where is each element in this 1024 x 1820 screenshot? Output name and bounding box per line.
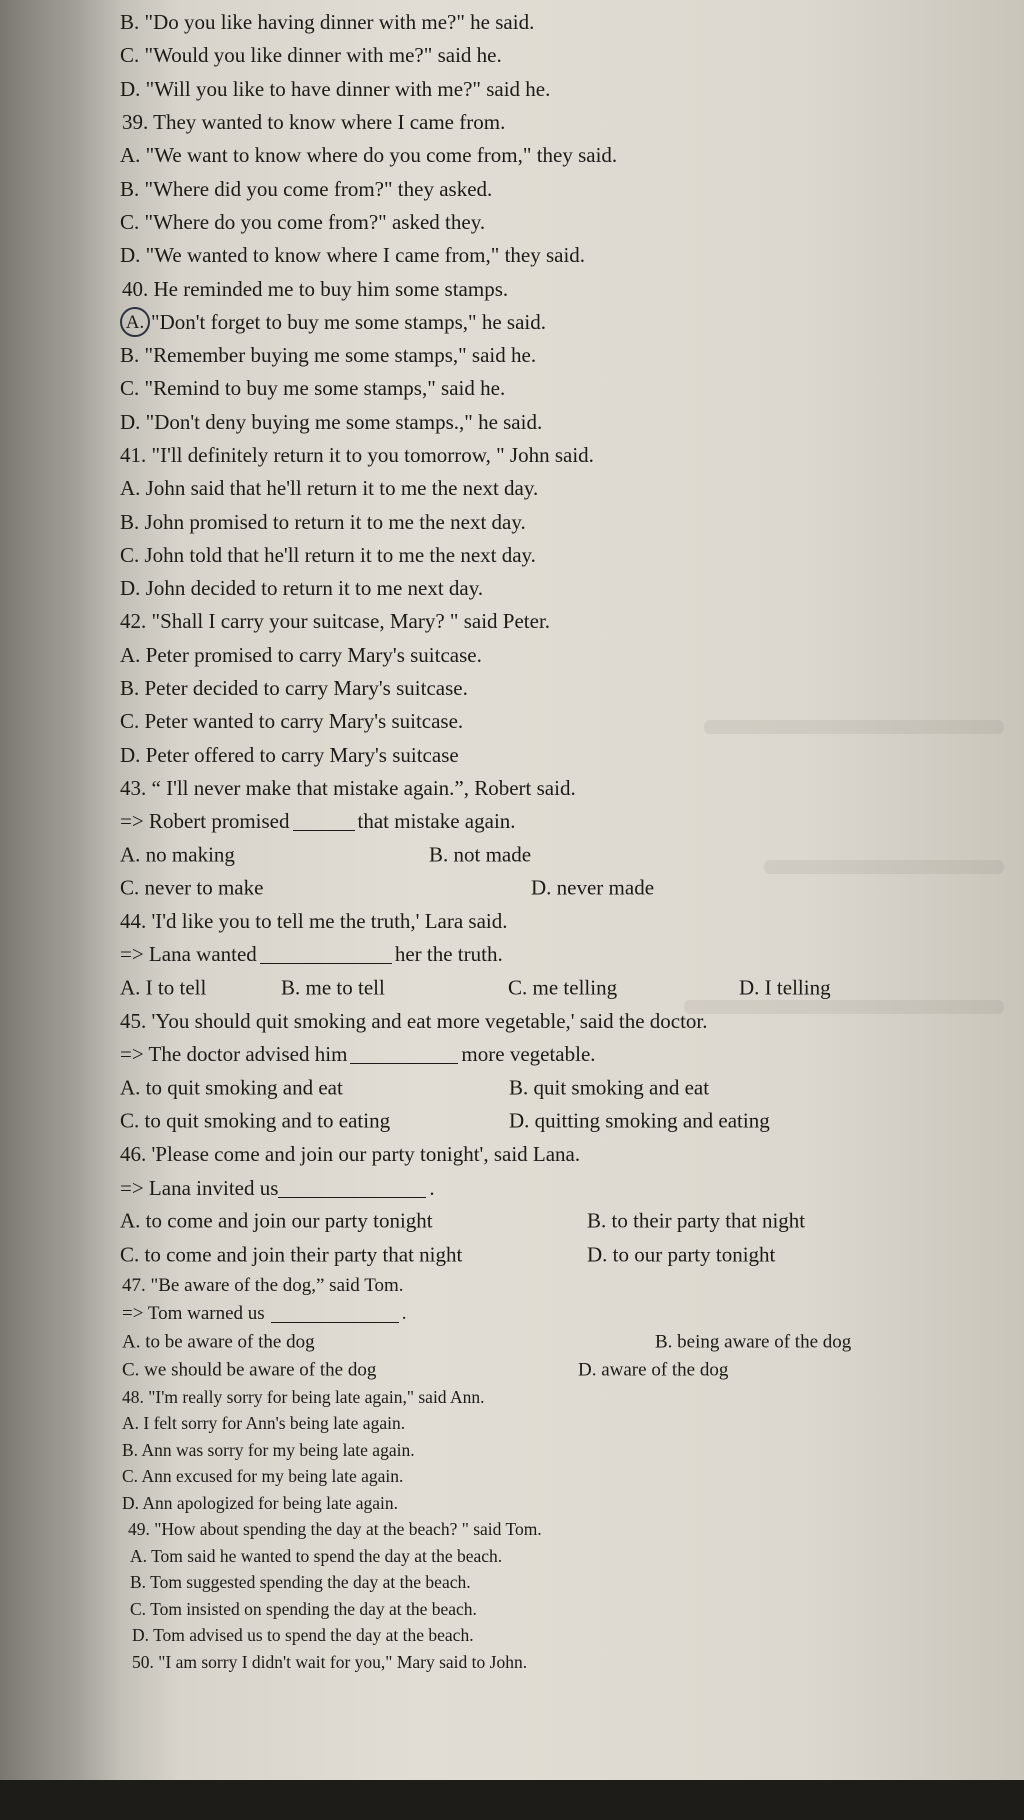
answer-option: B. not made [429, 842, 532, 867]
answer-option: D. Tom advised us to spend the day at the beach. [132, 1625, 474, 1646]
answer-option: C. Ann excused for my being late again. [122, 1466, 404, 1487]
answer-option-circled: A. "Don't forget to buy me some stamps," he said. [118, 306, 938, 339]
answer-blank [271, 1304, 399, 1323]
answer-option: C. to quit smoking and to eating [120, 1108, 391, 1133]
answer-option: B. to their party that night [587, 1208, 806, 1233]
answer-option: C. to come and join their party that night [120, 1242, 463, 1267]
answer-options-row [118, 1328, 938, 1356]
rewrite-prompt: => Robert promised that mistake again. [120, 809, 516, 834]
question-45: 45. 'You should quit smoking and eat more vegetable,' said the doctor. [120, 1009, 708, 1034]
answer-option: B. Peter decided to carry Mary's suitcase. [120, 676, 468, 701]
answer-options-row [118, 1356, 938, 1384]
rewrite-prompt: => Lana wanted her the truth. [120, 942, 503, 967]
question-46: 46. 'Please come and join our party tonight', said Lana. [120, 1142, 581, 1167]
question-49: 49. "How about spending the day at the beach? " said Tom. [128, 1519, 542, 1540]
question-50: 50. "I am sorry I didn't wait for you," Mary said to John. [132, 1651, 528, 1672]
rewrite-prompt: => Tom warned us . [122, 1303, 407, 1325]
answer-option: D. "Don't deny buying me some stamps.," he said. [120, 409, 543, 434]
answer-option: D. aware of the dog [578, 1359, 729, 1381]
answer-option: B. "Do you like having dinner with me?" he said. [120, 10, 535, 35]
question-47: 47. "Be aware of the dog,” said Tom. [122, 1274, 404, 1296]
answer-options-row [118, 872, 938, 905]
question-39: 39. They wanted to know where I came from. [122, 110, 506, 135]
question-44: 44. 'I'd like you to tell me the truth,' Lara said. [120, 909, 508, 934]
answer-option: A. to come and join our party tonight [120, 1208, 433, 1233]
answer-option: C. Tom insisted on spending the day at the beach. [130, 1598, 477, 1619]
answer-option: B. Tom suggested spending the day at the beach. [130, 1572, 471, 1593]
rewrite-prompt: => The doctor advised him more vegetable. [120, 1042, 596, 1067]
answer-option: D. I telling [739, 975, 831, 1000]
answer-option: B. being aware of the dog [655, 1331, 852, 1353]
question-40: 40. He reminded me to buy him some stamps. [122, 276, 509, 301]
answer-option: C. me telling [508, 975, 618, 1000]
desk-shadow [0, 1780, 1024, 1820]
answer-option: D. Ann apologized for being late again. [122, 1492, 399, 1513]
answer-option: A. to be aware of the dog [122, 1331, 315, 1353]
circled-answer-mark: A. [120, 307, 150, 337]
exercise-text [118, 6, 938, 1676]
paper-shadow-edge [0, 0, 120, 1820]
answer-option: A. "We want to know where do you come from," they said. [120, 143, 618, 168]
answer-option: C. "Would you like dinner with me?" said he. [120, 43, 502, 68]
question-48: 48. "I'm really sorry for being late again," said Ann. [122, 1386, 485, 1407]
answer-option: D. "We wanted to know where I came from," they said. [120, 243, 586, 268]
answer-options-row [118, 972, 938, 1005]
answer-option: D. quitting smoking and eating [509, 1108, 770, 1133]
answer-option: C. never to make [120, 875, 264, 900]
answer-option: A. I felt sorry for Ann's being late again. [122, 1413, 406, 1434]
answer-options-row [118, 1205, 938, 1238]
answer-option: D. to our party tonight [587, 1242, 776, 1267]
answer-option: B. Ann was sorry for my being late again. [122, 1439, 415, 1460]
answer-option: D. Peter offered to carry Mary's suitcase [120, 742, 459, 767]
answer-option: A. John said that he'll return it to me the next day. [120, 476, 539, 501]
answer-option: B. "Where did you come from?" they asked. [120, 176, 493, 201]
answer-option: B. me to tell [281, 975, 385, 1000]
answer-blank [293, 812, 355, 831]
question-43: 43. “ I'll never make that mistake again.”, Robert said. [120, 775, 576, 800]
rewrite-prompt: => Lana invited us . [120, 1175, 435, 1200]
answer-option: C. we should be aware of the dog [122, 1359, 377, 1381]
answer-option: B. John promised to return it to me the next day. [120, 509, 526, 534]
answer-option: C. John told that he'll return it to me the next day. [120, 542, 536, 567]
question-41: 41. "I'll definitely return it to you tomorrow, " John said. [120, 443, 594, 467]
answer-option: A. Peter promised to carry Mary's suitcase. [120, 642, 482, 667]
answer-option: B. "Remember buying me some stamps," said he. [120, 343, 537, 368]
answer-options-row [118, 1072, 938, 1105]
answer-option: C. "Remind to buy me some stamps," said he. [120, 376, 506, 401]
answer-blank [260, 945, 392, 964]
answer-option: D. John decided to return it to me next day. [120, 576, 484, 601]
answer-options-row [118, 1105, 938, 1138]
answer-option: D. never made [531, 875, 655, 900]
answer-option: A. no making [120, 842, 235, 867]
answer-option: C. Peter wanted to carry Mary's suitcase. [120, 709, 464, 734]
answer-options-row [118, 838, 938, 871]
answer-option: B. quit smoking and eat [509, 1075, 710, 1100]
answer-option: D. "Will you like to have dinner with me?" said he. [120, 76, 551, 101]
question-42: 42. "Shall I carry your suitcase, Mary? " said Peter. [120, 609, 551, 634]
answer-blank [350, 1045, 458, 1064]
answer-options-row [118, 1238, 938, 1271]
answer-blank [278, 1179, 426, 1198]
answer-option: A. I to tell [120, 975, 207, 1000]
answer-option: A. Tom said he wanted to spend the day at the beach. [130, 1545, 503, 1566]
answer-option: A. to quit smoking and eat [120, 1075, 343, 1100]
answer-option: C. "Where do you come from?" asked they. [120, 209, 486, 234]
